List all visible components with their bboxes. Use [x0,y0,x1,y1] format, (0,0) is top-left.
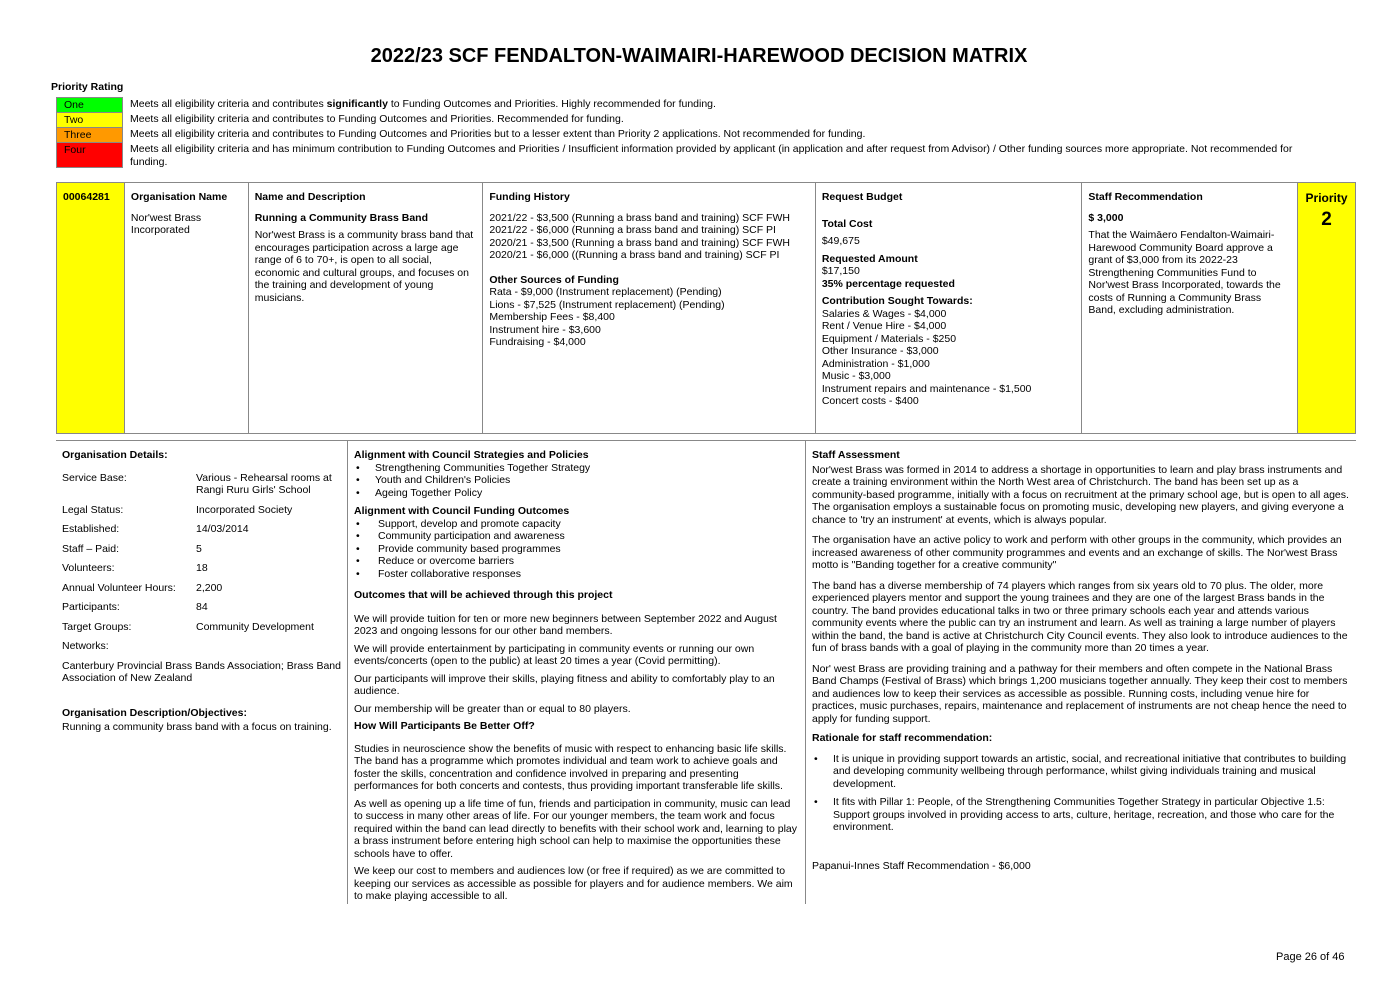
name-description-header: Name and Description [254,191,366,203]
staff-assessment-column [806,441,1356,904]
priority-swatch-three: Three [56,127,123,142]
contribution-item: Salaries & Wages - $4,000 [821,307,947,320]
other-source-item: Instrument hire - $3,600 [489,323,601,336]
contribution-item: Administration - $1,000 [821,357,930,370]
project-description: Nor'west Brass is a community brass band that encourages participation across a large age range of 6 to 70+, is open to all social, economic and cultural groups, and focuses on the training and development of young musicians. [254,229,474,304]
priority-swatch-one: One [56,97,123,112]
name-description-column [249,183,484,433]
priority-row-three [56,127,1316,142]
document-title: 2022/23 SCF FENDALTON-WAIMAIRI-HAREWOOD DECISION MATRIX [370,45,1028,67]
contribution-header: Contribution Sought Towards: [821,295,973,307]
priority-desc-four: Meets all eligibility criteria and has minimum contribution to Funding Outcomes and Priorities / Insufficient information provided by applicant (in application and after request from Advisor) / Other funding sources more appropriate. Not recommended for funding. [130,143,1293,168]
outcome-item: • Community participation and awareness [354,530,799,543]
total-cost-value: $49,675 [821,235,860,247]
org-name-column [125,183,249,433]
achieved-paragraph: Our membership will be greater than or equal to 80 players. [354,702,631,715]
achieved-header: Outcomes that will be achieved through this project [354,589,613,601]
outcome-item: • Provide community based programmes [354,543,799,556]
contribution-item: Instrument repairs and maintenance - $1,500 [821,382,1032,395]
priority-value: 2 [1321,209,1332,230]
outcomes-header: Alignment with Council Funding Outcomes [354,505,570,517]
staff-recommendation-header: Staff Recommendation [1088,191,1203,203]
other-sources-header: Other Sources of Funding [489,273,619,286]
org-details-header: Organisation Details: [62,449,168,461]
alignment-column [348,441,806,904]
strategy-item: • Ageing Together Policy [354,487,799,500]
details-section [56,440,1356,904]
funding-history-header: Funding History [489,191,570,203]
priority-rating-label: Priority Rating [51,81,124,93]
other-board-recommendation: Papanui-Innes Staff Recommendation - $6,000 [812,859,1031,872]
staff-recommendation-text: That the Waimāero Fendalton-Waimairi-Harewood Community Board approve a grant of $3,000 from its 2022-23 Strengthening Communities Fund to Nor'west Brass Incorporated, towards the costs of Running a Community Brass Band, excluding administration. [1088,229,1281,316]
strategy-item: • Youth and Children's Policies [354,474,799,487]
achieved-paragraph: We will provide tuition for ten or more new beginners between September 2022 and August 2023 and ongoing lessons for our other band members. [354,612,777,637]
priority-row-two [56,112,1316,127]
staff-assessment-header: Staff Assessment [812,449,900,461]
history-item: 2020/21 - $3,500 (Running a brass band and training) SCF FWH [489,236,790,249]
achieved-paragraph: We will provide entertainment by participating in community events or running our own events/concerts (open to the public) at least 20 times a year (Covid permitting). [354,642,755,667]
organisation-details-column [56,441,348,904]
priority-swatch-four: Four [56,142,123,168]
priority-desc-three: Meets all eligibility criteria and contributes to Funding Outcomes and Priorities but to a lesser extent than Priority 2 applications. Not recommended for funding. [130,128,866,140]
other-source-item: Fundraising - $4,000 [489,336,586,348]
org-name-header: Organisation Name [130,191,228,203]
application-summary-table [56,182,1356,434]
rationale-item: • It fits with Pillar 1: People, of the Strengthening Communities Together Strategy in particular Objective 1.5: Support groups involved in providing access to arts, culture, heritage, recreation, and those who care for the environment. [812,796,1350,834]
outcome-item: • Support, develop and promote capacity [354,518,799,531]
detail-row: Service Base: Various - Rehearsal rooms at Rangi Ruru Girls' School [62,471,332,496]
networks-value: Canterbury Provincial Brass Bands Association; Brass Band Association of New Zealand [62,659,341,684]
detail-row: Volunteers: 18 [62,562,208,574]
outcome-item: • Foster collaborative responses [354,568,799,581]
priority-column [1298,183,1355,433]
contribution-item: Other Insurance - $3,000 [821,345,939,357]
priority-row-one [56,97,1316,112]
priority-row-four [56,142,1316,168]
application-id: 00064281 [57,183,125,433]
request-budget-header: Request Budget [821,191,903,203]
detail-row: Annual Volunteer Hours: 2,200 [62,581,223,594]
detail-row: Target Groups: Community Development [62,620,314,633]
project-name: Running a Community Brass Band [254,211,428,224]
org-description-header: Organisation Description/Objectives: [62,706,247,719]
detail-row: Legal Status: Incorporated Society [62,503,293,516]
assessment-paragraph: The organisation have an active policy to work and perform with other groups in the community, which provides an increased awareness of other community programmes and events and an exchange of skills. The Nor'west Brass motto is "Banding together for a creative community" [812,534,1342,571]
priority-rating-legend [56,97,1316,168]
achieved-paragraph: Our participants will improve their skills, playing fitness and ability to comfortably play to an audience. [354,672,775,697]
assessment-paragraph: The band has a diverse membership of 74 players which ranges from six years old to 70 plus. The older, more experienced players mentor and support the young trainees and they are one of the largest Brass bands in the country. The band provides educational talks in two or three primary schools each year and attends various community events where the public can try an instrument and learn. As well as training a large number of players within the band, the band is active at Christchurch City Council events. They also look to introduce audiences to the fun of brass bands with a goal of playing in the community more than 20 times a year. [812,579,1348,654]
detail-row: Staff – Paid: 5 [62,542,202,555]
requested-amount-label: Requested Amount [821,252,918,265]
rationale-item: • It is unique in providing support towards an artistic, social, and recreational initiative that contributes to building and developing community wellbeing through performance, whilst giving individuals training and musical development. [812,753,1350,791]
better-off-paragraph: We keep our cost to members and audiences low (or free if required) as we are committed to keeping our services as accessible as possible for players and for audience members. We aim to make playing accessible to all. [354,865,793,902]
priority-desc-one: Meets all eligibility criteria and contributes significantly to Funding Outcomes and Priorities. Highly recommended for funding. [130,98,716,110]
staff-recommendation-column [1082,183,1298,433]
total-cost-label: Total Cost [821,217,873,230]
percentage-requested: 35% percentage requested [821,277,955,290]
assessment-paragraph: Nor' west Brass are providing training and a pathway for their members and often compete in the National Brass Band Champs (Festival of Brass) which brings 1,200 musicians together annually. They keep their cost to members and audiences low to keep their services as accessible as possible. Running costs, including venue hire for practices, music purchases, repairs, maintenance and replacement of instruments are not cheap hence the need to apply for funding support. [812,662,1348,725]
better-off-header: How Will Participants Be Better Off? [354,720,535,732]
priority-header: Priority [1305,191,1348,205]
detail-row: Participants: 84 [62,601,208,613]
detail-row: Networks: [62,640,109,652]
other-source-item: Membership Fees - $8,400 [489,311,615,323]
contribution-item: Concert costs - $400 [821,395,919,407]
other-source-item: Lions - $7,525 (Instrument replacement) (Pending) [489,298,725,311]
history-item: 2020/21 - $6,000 ((Running a brass band and training) SCF PI [489,249,780,261]
outcome-item: • Reduce or overcome barriers [354,555,799,568]
detail-row: Established: 14/03/2014 [62,523,249,535]
other-source-item: Rata - $9,000 (Instrument replacement) (Pending) [489,286,722,298]
assessment-paragraph: Nor'west Brass was formed in 2014 to address a shortage in opportunities to learn and play brass instruments and create a training environment within the North West area of Christchurch. The band has been set up as a community-based programme, initially with a focus on recruitment at the primary school age, but is open to all ages. The organisation employs a sustainable focus on promoting music, developing new players, and giving everyone a chance to 'try an instrument' at events, which is always popular. [812,463,1349,526]
page-number: Page 26 of 46 [1276,951,1345,963]
better-off-paragraph: As well as opening up a life time of fun, friends and participation in community, music can lead to success in many other areas of life. For our younger members, the team work and focus required within the band can lead directly to benefits with their school work and, learning to play a brass instrument before entering high school can help to maximise the opportunities these schools have to offer. [354,797,798,860]
history-item: 2021/22 - $3,500 (Running a brass band and training) SCF FWH [489,211,790,224]
contribution-item: Music - $3,000 [821,370,891,382]
org-description: Running a community brass band with a focus on training. [62,721,332,733]
funding-history-column [483,183,815,433]
contribution-item: Equipment / Materials - $250 [821,332,957,345]
org-name: Nor'west Brass Incorporated [130,211,202,236]
better-off-paragraph: Studies in neuroscience show the benefits of music with respect to enhancing basic life skills. The band has a programme which promotes individual and team work to achieve goals and foster the skills, concentration and confidence involved in preparing and presenting performances for both concerts and contests, thus providing important transferable life skills. [354,742,787,792]
strategies-header: Alignment with Council Strategies and Policies [354,449,589,461]
priority-swatch-two: Two [56,112,123,127]
staff-recommended-amount: $ 3,000 [1088,211,1124,224]
priority-desc-two: Meets all eligibility criteria and contributes to Funding Outcomes and Priorities. Recommended for funding. [130,113,624,125]
contribution-item: Rent / Venue Hire - $4,000 [821,320,947,332]
strategy-item: • Strengthening Communities Together Strategy [354,462,799,475]
history-item: 2021/22 - $6,000 (Running a brass band and training) SCF PI [489,224,776,236]
request-budget-column [816,183,1083,433]
rationale-header: Rationale for staff recommendation: [812,732,993,744]
requested-amount-value: $17,150 [821,265,860,277]
